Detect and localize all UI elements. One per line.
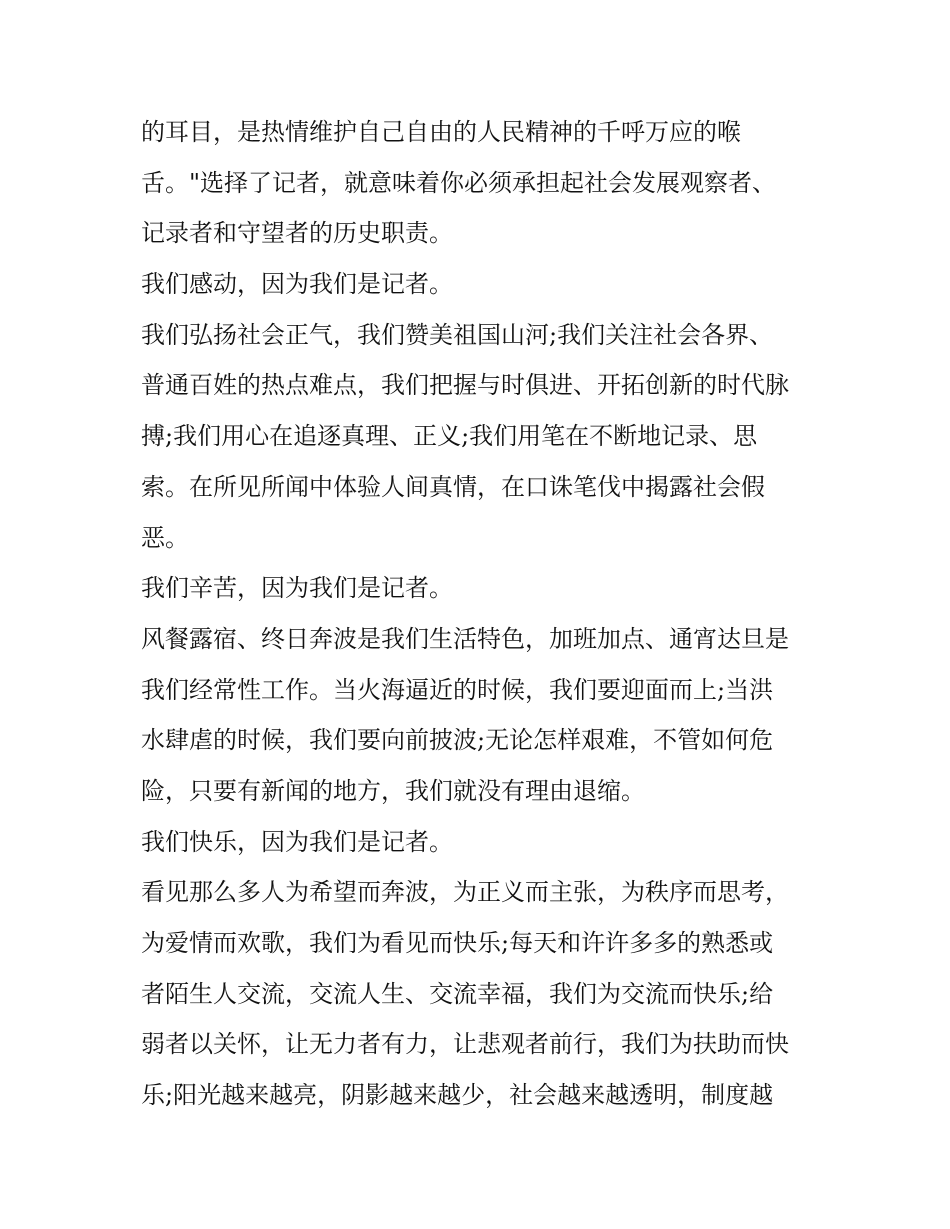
text-line: 舌。"选择了记者，就意味着你必须承担起社会发展观察者、 [141, 168, 777, 197]
text-line: 我们经常性工作。当火海逼近的时候，我们要迎面而上;当洪 [141, 675, 774, 704]
body-text [141, 107, 821, 1121]
text-line: 为爱情而欢歌，我们为看见而快乐;每天和许许多多的熟悉或 [141, 929, 774, 957]
text-line: 乐;阳光越来越亮，阴影越来越少，社会越来越透明，制度越 [141, 1081, 774, 1110]
text-line: 的耳目，是热情维护自己自由的人民精神的千呼万应的喉 [141, 118, 741, 146]
text-line: 弱者以关怀，让无力者有力，让悲观者前行，我们为扶助而快 [141, 1030, 789, 1059]
text-line: 索。在所见所闻中体验人间真情，在口诛笔伐中揭露社会假 [141, 472, 765, 501]
section-heading: 我们辛苦，因为我们是记者。 [141, 574, 453, 603]
text-line: 记录者和守望者的历史职责。 [141, 219, 453, 248]
text-line: 恶。 [141, 523, 189, 552]
text-line: 险，只要有新闻的地方，我们就没有理由退缩。 [141, 776, 645, 805]
text-line: 者陌生人交流，交流人生、交流幸福，我们为交流而快乐;给 [141, 979, 774, 1008]
section-heading: 我们感动，因为我们是记者。 [141, 270, 453, 299]
text-line: 我们弘扬社会正气，我们赞美祖国山河;我们关注社会各界、 [141, 320, 774, 349]
text-line: 水肆虐的时候，我们要向前披波;无论怎样艰难，不管如何危 [141, 726, 774, 755]
text-line: 普通百姓的热点难点，我们把握与时俱进、开拓创新的时代脉 [141, 371, 789, 400]
text-line: 搏;我们用心在追逐真理、正义;我们用笔在不断地记录、思 [141, 422, 758, 451]
section-heading: 我们快乐，因为我们是记者。 [141, 827, 453, 856]
text-line: 风餐露宿、终日奔波是我们生活特色，加班加点、通宵达旦是 [141, 624, 789, 653]
text-line: 看见那么多人为希望而奔波，为正义而主张，为秩序而思考， [141, 878, 789, 907]
